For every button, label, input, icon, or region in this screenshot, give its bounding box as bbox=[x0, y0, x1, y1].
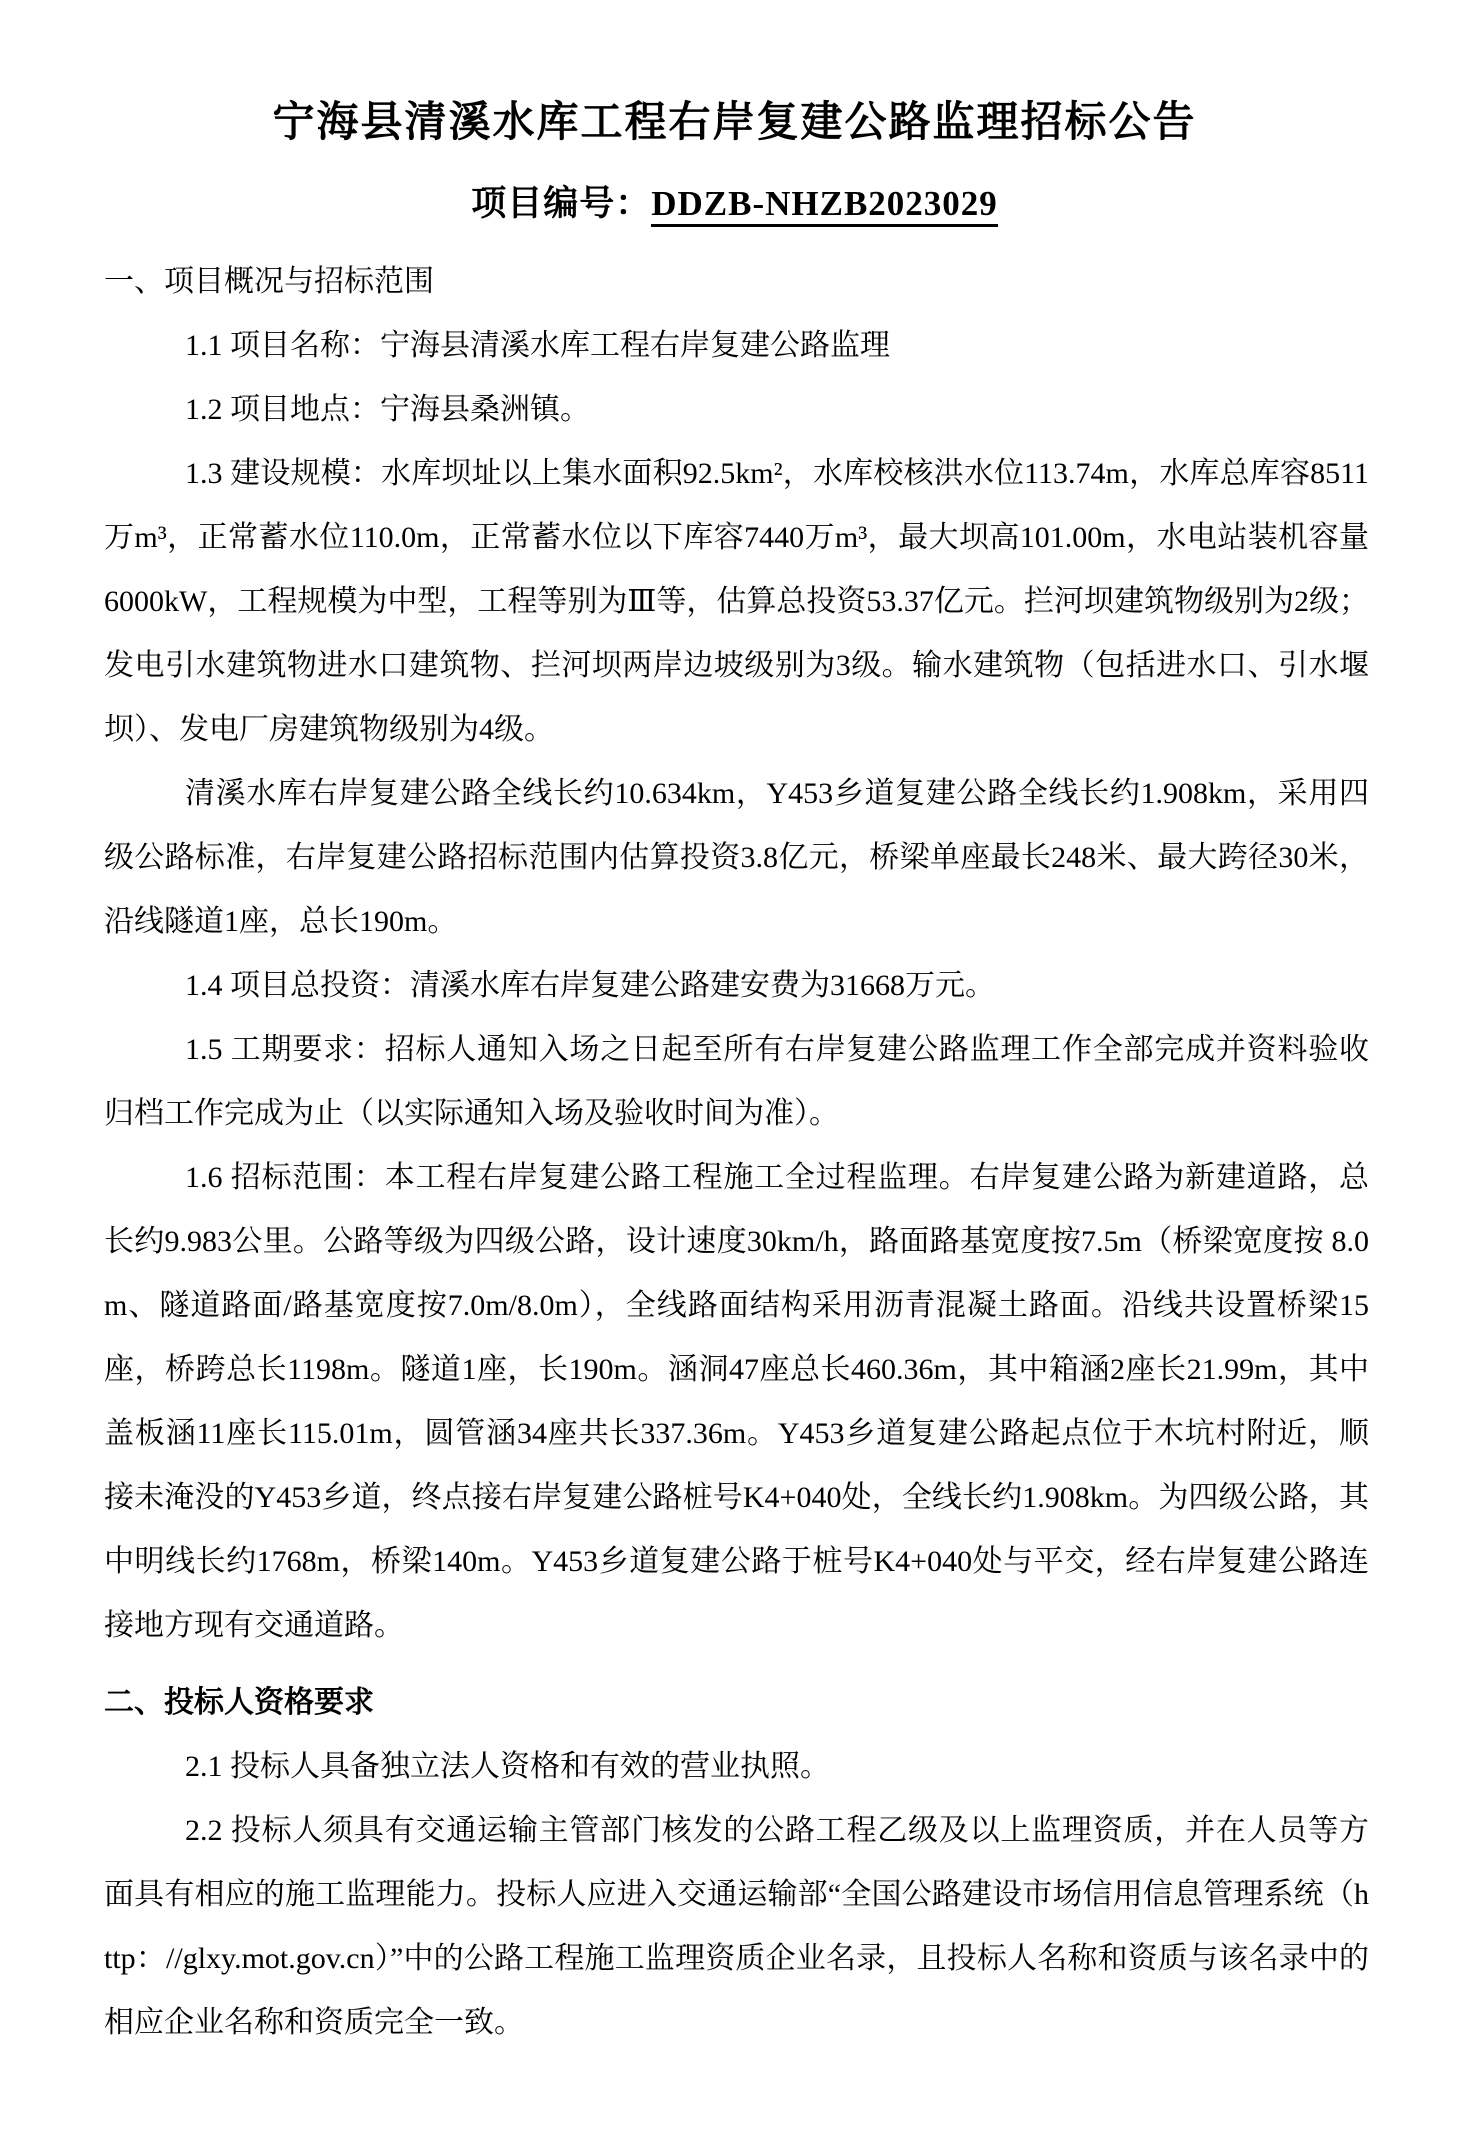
document-body bbox=[104, 250, 1369, 2055]
para-1-3: 1.3 建设规模：水库坝址以上集水面积92.5km²，水库校核洪水位113.74m，水库总库容8511万m³，正常蓄水位110.0m，正常蓄水位以下库容7440万m³，最大坝高101.00m，水电站装机容量6000kW，工程规模为中型，工程等别为Ⅲ等，估算总投资53.37亿元。拦河坝建筑物级别为2级；发电引水建筑物进水口建筑物、拦河坝两岸边坡级别为3级。输水建筑物（包括进水口、引水堰坝）、发电厂房建筑物级别为4级。 bbox=[104, 457, 1369, 746]
document-title: 宁海县清溪水库工程右岸复建公路监理招标公告 bbox=[272, 100, 1197, 146]
project-number-line bbox=[0, 180, 1469, 228]
para-1-3-continued: 清溪水库右岸复建公路全线长约10.634km，Y453乡道复建公路全线长约1.908km，采用四级公路标准，右岸复建公路招标范围内估算投资3.8亿元，桥梁单座最长248米、最大跨径30米，沿线隧道1座，总长190m。 bbox=[104, 777, 1369, 938]
para-1-2: 1.2 项目地点：宁海县桑洲镇。 bbox=[185, 393, 590, 426]
section-2-heading: 二、投标人资格要求 bbox=[104, 1686, 374, 1719]
para-1-4: 1.4 项目总投资：清溪水库右岸复建公路建安费为31668万元。 bbox=[185, 969, 995, 1002]
para-1-1: 1.1 项目名称：宁海县清溪水库工程右岸复建公路监理 bbox=[185, 329, 890, 362]
project-number-value: DDZB-NHZB2023029 bbox=[651, 184, 998, 227]
para-1-6: 1.6 招标范围：本工程右岸复建公路工程施工全过程监理。右岸复建公路为新建道路，总长约9.983公里。公路等级为四级公路，设计速度30km/h，路面路基宽度按7.5m（桥梁宽度按 8.0m、隧道路面/路基宽度按7.0m/8.0m），全线路面结构采用沥青混凝土路面。沿线共设置桥梁15座，桥跨总长1198m。隧道1座，长190m。涵洞47座总长460.36m，其中箱涵2座长21.99m，其中盖板涵11座长115.01m，圆管涵34座共长337.36m。Y453乡道复建公路起点位于木坑村附近，顺接未淹没的Y453乡道，终点接右岸复建公路桩号K4+040处，全线长约1.908km。为四级公路，其中明线长约1768m，桥梁140m。Y453乡道复建公路于桩号K4+040处与平交，经右岸复建公路连接地方现有交通道路。 bbox=[104, 1161, 1369, 1642]
para-2-2: 2.2 投标人须具有交通运输主管部门核发的公路工程乙级及以上监理资质，并在人员等方面具有相应的施工监理能力。投标人应进入交通运输部“全国公路建设市场信用信息管理系统（http：//glxy.mot.gov.cn）”中的公路工程施工监理资质企业名录，且投标人名称和资质与该名录中的相应企业名称和资质完全一致。 bbox=[104, 1814, 1369, 2039]
para-2-1: 2.1 投标人具备独立法人资格和有效的营业执照。 bbox=[185, 1750, 830, 1783]
project-number-label: 项目编号： bbox=[471, 184, 652, 223]
para-1-5: 1.5 工期要求：招标人通知入场之日起至所有右岸复建公路监理工作全部完成并资料验收归档工作完成为止（以实际通知入场及验收时间为准）。 bbox=[104, 1033, 1369, 1130]
section-1-heading: 一、项目概况与招标范围 bbox=[104, 265, 434, 298]
